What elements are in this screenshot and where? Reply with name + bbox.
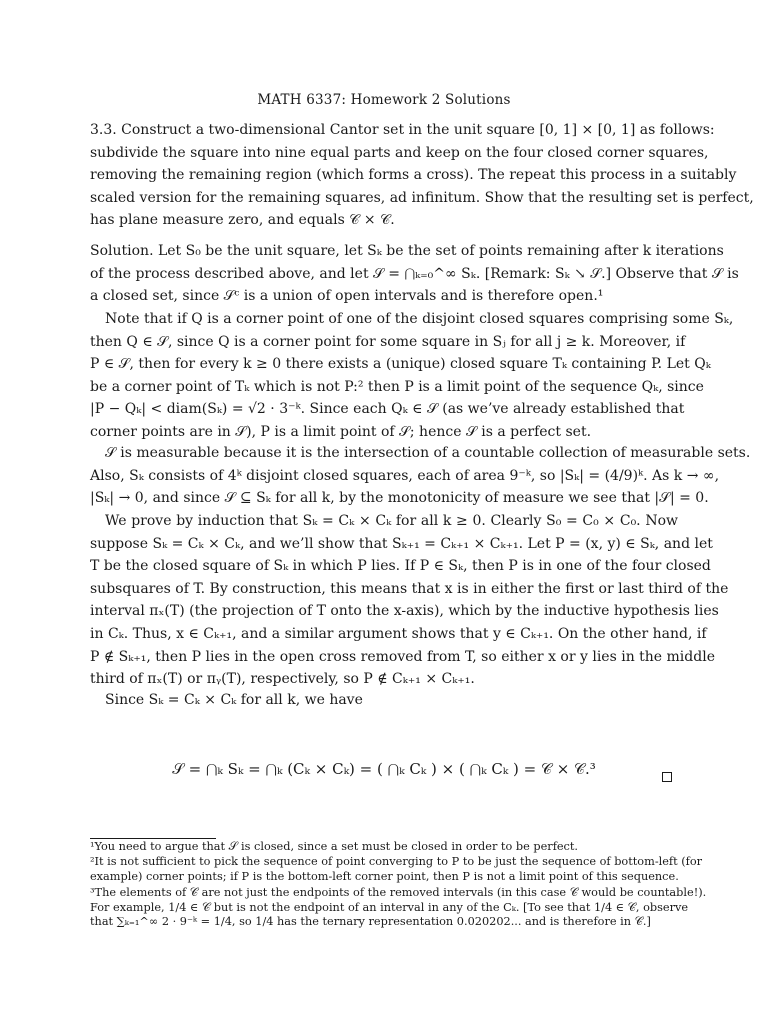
text-line: suppose Sₖ = Cₖ × Cₖ, and we’ll show that Sₖ₊₁ = Cₖ₊₁ × Cₖ₊₁. Let P = (x, y) ∈ Sₖ, and let: [90, 535, 713, 552]
text-line: P ∉ Sₖ₊₁, then P lies in the open cross removed from T, so either x or y lies in the middle: [90, 648, 715, 665]
text-line: of the process described above, and let 𝒮 = ⋂ₖ₌₀^∞ Sₖ. [Remark: Sₖ ↘ 𝒮.] Observe that 𝒮 is: [90, 265, 739, 282]
text-line: a closed set, since 𝒮ᶜ is a union of open intervals and is therefore open.¹: [90, 288, 604, 305]
text-line: in Cₖ. Thus, x ∈ Cₖ₊₁, and a similar argument shows that y ∈ Cₖ₊₁. On the other hand, if: [90, 625, 707, 642]
display-equation: 𝒮 = ⋂ₖ Sₖ = ⋂ₖ (Cₖ × Cₖ) = ( ⋂ₖ Cₖ ) × ( ⋂ₖ Cₖ ) = 𝒞 × 𝒞.³: [172, 760, 596, 778]
text-line: interval πₓ(T) (the projection of T onto the x-axis), which by the inductive hypothesis lies: [90, 603, 719, 620]
solution-paragraph-4: [90, 510, 729, 691]
text-line: subdivide the square into nine equal parts and keep on the four closed corner squares,: [90, 144, 709, 161]
text-line: 3.3. Construct a two-dimensional Cantor set in the unit square [0, 1] × [0, 1] as follows:: [90, 122, 715, 138]
text-line: be a corner point of Tₖ which is not P:² then P is a limit point of the sequence Qₖ, since: [90, 378, 704, 395]
page-header: MATH 6337: Homework 2 Solutions: [257, 92, 511, 108]
solution-paragraph-2: [90, 308, 734, 444]
text-line: corner points are in 𝒮), P is a limit point of 𝒮; hence 𝒮 is a perfect set.: [90, 423, 592, 440]
text-line: Solution. Let S₀ be the unit square, let Sₖ be the set of points remaining after k iterations: [90, 243, 724, 259]
footnote-1: [90, 840, 678, 855]
footnote-line: ²It is not sufficient to pick the sequence of point converging to P to be just the sequence of bottom-left (for: [90, 855, 703, 868]
text-line: has plane measure zero, and equals 𝒞 × 𝒞.: [90, 212, 395, 229]
text-line: T be the closed square of Sₖ in which P lies. If P ∈ Sₖ, then P is in one of the four closed: [90, 558, 711, 575]
text-line: |Sₖ| → 0, and since 𝒮 ⊆ Sₖ for all k, by the monotonicity of measure we see that |𝒮| = 0.: [90, 490, 709, 507]
footnote-line: For example, 1/4 ∈ 𝒞 but is not the endpoint of an interval in any of the Cₖ. [To see that 1/4 ∈ 𝒞, observe: [90, 900, 689, 914]
qed-symbol: [662, 772, 672, 782]
text-line: subsquares of T. By construction, this means that x is in either the first or last third of the: [90, 580, 729, 597]
text-line: Also, Sₖ consists of 4ᵏ disjoint closed squares, each of area 9⁻ᵏ, so |Sₖ| = (4/9)ᵏ. As k → ∞,: [90, 467, 720, 484]
text-line: then Q ∈ 𝒮, since Q is a corner point for some square in Sⱼ for all j ≥ k. Moreover, if: [90, 333, 686, 350]
problem-statement: [90, 119, 754, 232]
text-line: We prove by induction that Sₖ = Cₖ × Cₖ for all k ≥ 0. Clearly S₀ = C₀ × C₀. Now: [105, 513, 678, 529]
solution-paragraph-5: [90, 689, 678, 712]
footnote-line: example) corner points; if P is the bottom-left corner point, then P is not a limit point of this sequence.: [90, 869, 679, 883]
text-line: Since Sₖ = Cₖ × Cₖ for all k, we have: [105, 692, 363, 708]
footnote-line: ³The elements of 𝒞 are not just the endpoints of the removed intervals (in this case 𝒞 would be countable!).: [90, 886, 707, 899]
text-line: P ∈ 𝒮, then for every k ≥ 0 there exists a (unique) closed square Tₖ containing P. Let Qₖ: [90, 356, 711, 373]
solution-paragraph-1: [90, 240, 739, 308]
footnote-line: that ∑ₖ₌₁^∞ 2 · 9⁻ᵏ = 1/4, so 1/4 has the ternary representation 0.020202... and is therefore in 𝒞.]: [90, 915, 651, 929]
footnote-line: ¹You need to argue that 𝒮 is closed, since a set must be closed in order to be perfect.: [90, 840, 579, 853]
text-line: |P − Qₖ| < diam(Sₖ) = √2 · 3⁻ᵏ. Since each Qₖ ∈ 𝒮 (as we’ve already established that: [90, 401, 685, 418]
text-line: removing the remaining region (which forms a cross). The repeat this process in a suitably: [90, 167, 737, 184]
solution-paragraph-3: [90, 442, 751, 510]
text-line: scaled version for the remaining squares, ad infinitum. Show that the resulting set is perfect,: [90, 189, 754, 206]
text-line: Note that if Q is a corner point of one of the disjoint closed squares comprising some Sₖ,: [105, 311, 734, 327]
footnote-2: [90, 855, 703, 884]
text-line: 𝒮 is measurable because it is the intersection of a countable collection of measurable sets.: [105, 445, 751, 461]
text-line: third of πₓ(T) or πᵧ(T), respectively, so P ∉ Cₖ₊₁ × Cₖ₊₁.: [90, 671, 475, 688]
footnote-3: [90, 886, 707, 930]
footnote-rule: [90, 838, 216, 839]
